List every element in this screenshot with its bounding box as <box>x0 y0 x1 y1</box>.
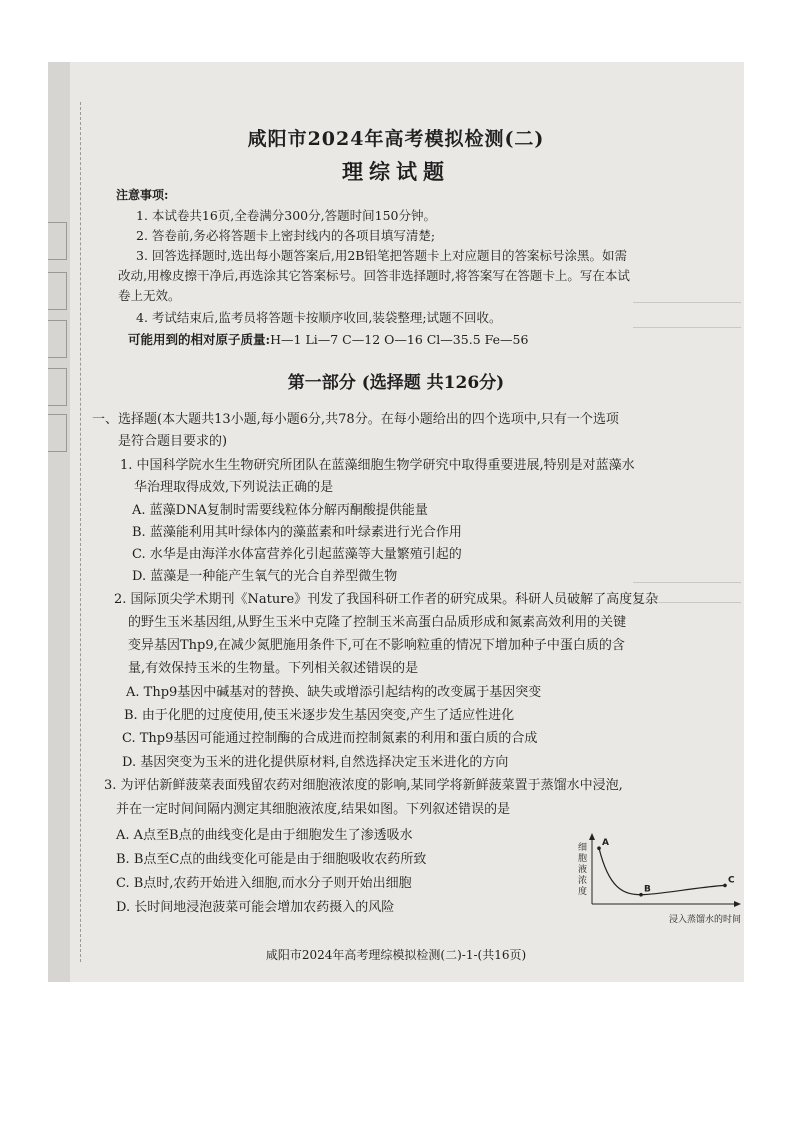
exam-title: 咸阳市2024年高考模拟检测(二) <box>247 128 545 150</box>
notice-item: 4. 考试结束后,监考员将答题卡按顺序收回,装袋整理;试题不回收。 <box>136 310 502 325</box>
chart-point <box>639 893 643 897</box>
chart-ylabel-char: 浓 <box>578 876 588 886</box>
option: D. 基因突变为玉米的进化提供原材料,自然选择决定玉米进化的方向 <box>122 755 509 770</box>
question-stem: 3. 为评估新鲜菠菜表面残留农药对细胞液浓度的影响,某同学将新鲜菠菜置于蒸馏水中浸泡, <box>104 778 623 793</box>
question-stem: 并在一定时间间隔内测定其细胞液浓度,结果如图。下列叙述错误的是 <box>116 802 511 817</box>
atomic-mass-values: H—1 Li—7 C—12 O—16 Cl—35.5 Fe—56 <box>270 332 529 347</box>
question-stem: 2. 国际顶尖学术期刊《Nature》刊发了我国科研工作者的研究成果。科研人员破解了高度复杂 <box>114 592 659 607</box>
chart-xlabel: 浸入蒸馏水的时间 <box>668 915 741 925</box>
chart-ylabel-char: 液 <box>578 865 588 875</box>
option: A. A点至B点的曲线变化是由于细胞发生了渗透吸水 <box>116 828 413 843</box>
notice-item: 2. 答卷前,务必将答题卡上密封线内的各项目填写清楚; <box>136 228 436 243</box>
chart-curve <box>599 848 725 895</box>
exam-subtitle: 理综试题 <box>342 159 450 184</box>
chart-ylabel <box>578 842 587 897</box>
notice-item: 改动,用橡皮擦干净后,再选涂其它答案标号。回答非选择题时,将答案写在答题卡上。写在本试 <box>118 268 630 283</box>
option: C. 水华是由海洋水体富营养化引起蓝藻等大量繁殖引起的 <box>132 547 462 562</box>
exam-page-photo <box>48 62 744 982</box>
notice-item: 1. 本试卷共16页,全卷满分300分,答题时间150分钟。 <box>136 208 436 223</box>
chart-y-arrow <box>589 833 595 840</box>
chart-point-label: B <box>644 884 651 895</box>
chart-point <box>597 846 601 850</box>
question-stem: 的野生玉米基因组,从野生玉米中克隆了控制玉米高蛋白品质形成和氮素高效利用的关键 <box>128 615 627 630</box>
question-stem: 1. 中国科学院水生生物研究所团队在蓝藻细胞生物学研究中取得重要进展,特别是对蓝藻水 <box>120 458 635 473</box>
part-instruction: 一、选择题(本大题共13小题,每小题6分,共78分。在每小题给出的四个选项中,只有一个选项 <box>92 412 619 427</box>
option: A. Thp9基因中碱基对的替换、缺失或增添引起结构的改变属于基因突变 <box>126 685 542 700</box>
option: D. 蓝藻是一种能产生氧气的光合自养型微生物 <box>132 569 398 584</box>
option: B. 由于化肥的过度使用,使玉米逐步发生基因突变,产生了适应性进化 <box>124 708 515 723</box>
option: A. 蓝藻DNA复制时需要线粒体分解丙酮酸提供能量 <box>132 503 428 518</box>
question-stem: 量,有效保持玉米的生物量。下列相关叙述错误的是 <box>128 661 419 676</box>
notice-item: 卷上无效。 <box>118 288 181 303</box>
question-stem: 变异基因Thp9,在减少氮肥施用条件下,可在不影响粒重的情况下增加种子中蛋白质的含 <box>128 638 625 653</box>
concentration-chart <box>576 830 744 928</box>
chart-point <box>723 884 727 888</box>
option: B. 蓝藻能利用其叶绿体内的藻蓝素和叶绿素进行光合作用 <box>132 525 462 540</box>
notice-item: 3. 回答选择题时,选出每小题答案后,用2B铅笔把答题卡上对应题目的答案标号涂黑。如需 <box>136 248 627 263</box>
chart-ylabel-char: 度 <box>578 887 588 897</box>
option: D. 长时间地浸泡菠菜可能会增加农药摄入的风险 <box>116 900 395 915</box>
atomic-mass-line <box>128 330 528 348</box>
page-footer: 咸阳市2024年高考理综模拟检测(二)-1-(共16页) <box>265 948 527 962</box>
chart-point-label: A <box>602 838 609 849</box>
notice-heading: 注意事项: <box>116 188 169 202</box>
chart-ylabel-char: 胞 <box>578 854 588 864</box>
section-title: 第一部分 (选择题 共126分) <box>287 373 505 393</box>
chart-ylabel-char: 细 <box>578 843 588 853</box>
chart-point-label: C <box>728 875 735 886</box>
question-stem: 华治理取得成效,下列说法正确的是 <box>134 480 334 495</box>
chart-x-arrow <box>734 901 741 907</box>
option: B. B点至C点的曲线变化可能是由于细胞吸收农药所致 <box>116 852 427 867</box>
exam-page <box>48 62 744 982</box>
atomic-mass-label: 可能用到的相对原子质量: <box>128 332 271 347</box>
part-instruction: 是符合题目要求的) <box>118 434 228 449</box>
option: C. Thp9基因可能通过控制酶的合成进而控制氮素的利用和蛋白质的合成 <box>122 731 538 746</box>
option: C. B点时,农药开始进入细胞,而水分子则开始出细胞 <box>116 876 412 891</box>
